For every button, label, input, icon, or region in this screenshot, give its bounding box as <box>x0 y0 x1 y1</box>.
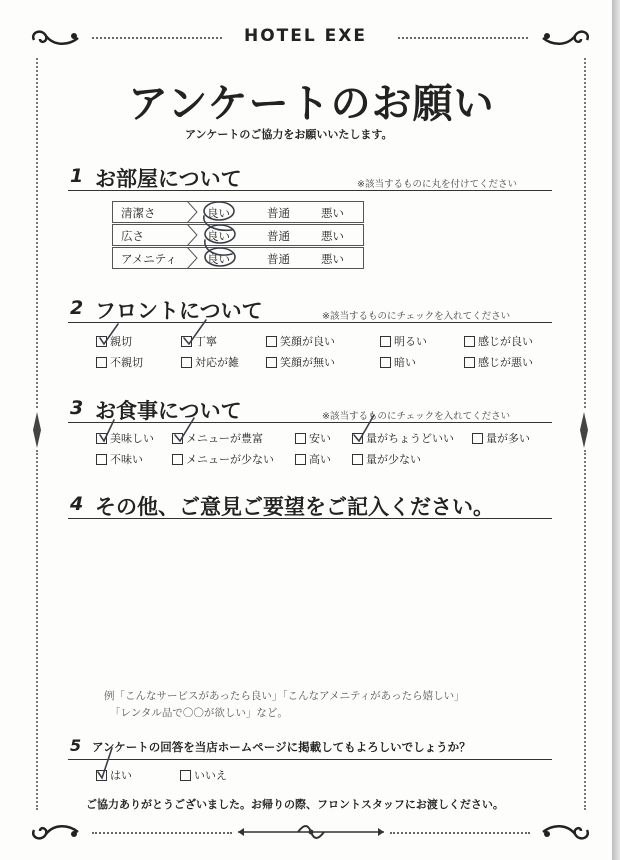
rating-option-normal[interactable]: 普通 <box>267 252 290 266</box>
thanks-message: ご協力ありがとうございました。お帰りの際、フロントスタッフにお渡しください。 <box>86 798 504 811</box>
rating-label: アメニティ <box>121 252 177 266</box>
section-2-note: ※該当するものにチェックを入れてください <box>322 311 511 322</box>
section-5-number: 5 <box>70 736 82 755</box>
hotel-name: HOTEL EXE <box>244 26 367 46</box>
option-label: 親切 <box>110 335 132 348</box>
section-1-title: お部屋について <box>95 167 242 191</box>
rating-option-bad[interactable]: 悪い <box>321 229 344 243</box>
handwritten-check-mark <box>354 415 374 441</box>
handwritten-check-mark <box>184 320 206 344</box>
section-4-title: その他、ご意見ご要望をご記入ください。 <box>95 495 494 519</box>
section-5-question: アンケートの回答を当店ホームページに掲載してもよろしいでしょうか？ <box>92 740 471 754</box>
option-label: はい <box>110 769 132 782</box>
handwritten-circle-mark <box>204 202 234 220</box>
rating-label: 広さ <box>121 229 144 243</box>
rating-option-normal[interactable]: 普通 <box>267 229 290 243</box>
option-label: 美味しい <box>110 432 154 445</box>
handwritten-check-mark <box>100 420 114 441</box>
page-subtitle: アンケートのご協力をお願いいたします。 <box>185 128 393 141</box>
option-label: メニューが少ない <box>186 453 274 466</box>
page-title: アンケートのお願い <box>128 81 495 127</box>
option-label: 感じが悪い <box>478 356 533 369</box>
handwritten-circle-mark <box>205 248 235 266</box>
option-label: 安い <box>309 432 331 445</box>
rating-label: 清潔さ <box>121 206 156 220</box>
option-label: 笑顔が良い <box>280 335 335 348</box>
section-3-number: 3 <box>70 397 84 419</box>
handwritten-check-mark <box>98 748 112 778</box>
option-label: 暗い <box>394 356 416 369</box>
option-label: 量がちょうどいい <box>366 432 454 445</box>
handwritten-check-mark <box>175 418 194 441</box>
handwritten-check-mark <box>100 324 118 344</box>
option-label: 笑顔が無い <box>280 356 335 369</box>
option-label: 高い <box>309 453 331 466</box>
option-label: 不味い <box>110 453 143 466</box>
section-1-number: 1 <box>70 165 84 187</box>
section-3-note: ※該当するものにチェックを入れてください <box>322 411 511 422</box>
section-2-title: フロントについて <box>95 299 263 323</box>
rating-option-good[interactable]: 良い <box>207 229 230 243</box>
option-label: 対応が雑 <box>195 356 239 369</box>
example-line-1: 例「こんなサービスがあったら良い」「こんなアメニティがあったら嬉しい」 <box>104 690 465 702</box>
rating-option-bad[interactable]: 悪い <box>321 252 344 266</box>
page-edge-shadow <box>612 0 620 860</box>
handwritten-circle-mark <box>205 225 235 243</box>
example-line-2: 「レンタル品で〇〇が欲しい」など。 <box>110 707 288 719</box>
option-label: 明るい <box>394 335 427 348</box>
section-1-note: ※該当するものに丸を付けてください <box>357 179 517 190</box>
rating-option-bad[interactable]: 悪い <box>321 206 344 220</box>
option-label: 不親切 <box>110 356 143 369</box>
section-4-number: 4 <box>70 493 84 515</box>
option-label: 量が多い <box>486 432 530 445</box>
rating-option-normal[interactable]: 普通 <box>267 206 290 220</box>
option-label: 量が少ない <box>366 453 421 466</box>
option-label: 感じが良い <box>478 335 533 348</box>
option-label: いいえ <box>194 769 227 782</box>
option-label: メニューが豊富 <box>186 432 263 445</box>
section-3-title: お食事について <box>95 399 242 423</box>
rating-option-good[interactable]: 良い <box>207 252 230 266</box>
option-label: 丁寧 <box>195 335 217 348</box>
section-2-number: 2 <box>70 297 84 319</box>
rating-option-good[interactable]: 良い <box>207 206 230 220</box>
